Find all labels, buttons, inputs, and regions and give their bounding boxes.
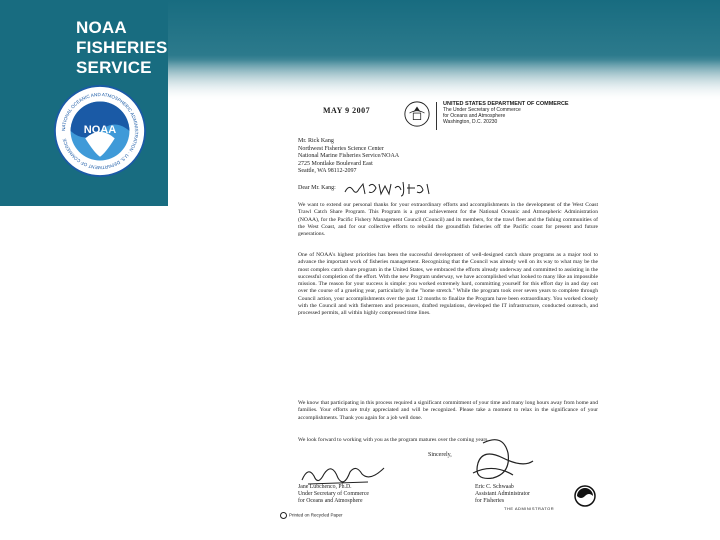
letter-paragraph: We want to extend our personal thanks for your extraordinary efforts and accomplishments in the development of the West Coast Trawl Catch Share Program. This Program is a great achievement for the National Oceanic and Atmospheric Administration (NOAA), for the Pacific Fishery Management Council (Council) and its members, for the trawl fleet and the fishing communities of the West Coast, and for our collective efforts to rebuild the groundfish fisheries off the Pacific coast for present and future generations. (298, 202, 598, 238)
signer-right (475, 484, 530, 506)
letterhead (443, 101, 569, 125)
recipient-street: 2725 Montlake Boulevard East (298, 160, 373, 167)
recipient-agency: National Marine Fisheries Service/NOAA (298, 153, 400, 159)
letterhead-divider (436, 102, 437, 130)
closing: Sincerely, (428, 452, 452, 458)
seal-ring-text: NATIONAL OCEANIC AND ATMOSPHERIC ADMINISTRATION · U.S. DEPARTMENT OF COMMERCE (61, 92, 139, 170)
noaa-seal-icon (54, 85, 146, 177)
brand-title-line-2: FISHERIES (76, 38, 168, 57)
footer-text: THE ADMINISTRATOR (504, 506, 555, 511)
letter-paragraph: We look forward to working with you as the program matures over the coming years. (298, 437, 489, 443)
commerce-eagle-icon (403, 100, 431, 128)
recycle-icon (280, 512, 287, 519)
letter-document (268, 100, 608, 530)
letter-paragraph: One of NOAA's highest priorities has been the successful development of well-designed catch share programs as a major tool to advance the important work of fisheries management. Recognizing that the Council was already well on its way to what may be the most complex catch share program in the United States, we embraced the efforts already underway and committed to assisting in the successful completion of the effort. With the new Program underway, we have accomplished what looked to many like an impossible mission. The reason for your success is simple: you worked extremely hard, committing yourself for this effort day in and day out over the course of a grueling year, particularly in the "home stretch." While the program took over seven years to complete through Council action, your accomplishments over the past 12 months to finalize the Program have been extraordinary. You worked closely with the Council and with fishermen and processors, drafted regulations, developed the IT infrastructure, conducted outreach, and processed permits, all within highly compressed time lines. (298, 252, 598, 317)
signer-left (298, 484, 369, 506)
letterhead-line-1: UNITED STATES DEPARTMENT OF COMMERCE (443, 101, 569, 107)
signer-left-title-1: Under Secretary of Commerce (298, 491, 369, 498)
header-fade (168, 60, 720, 100)
recycled-paper-text: Printed on Recycled Paper (289, 512, 343, 518)
salutation: Dear Mr. Kang: (298, 185, 336, 191)
handwritten-salutation (343, 180, 433, 198)
signer-right-name: Eric C. Schwaab (475, 484, 514, 490)
signer-right-title-2: for Fisheries (475, 498, 505, 505)
brand-title-line-3: SERVICE (76, 58, 152, 77)
signer-right-title-1: Assistant Administrator (475, 491, 530, 498)
letterhead-line-2: The Under Secretary of Commerce (443, 107, 521, 113)
recipient-org: Northwest Fisheries Science Center (298, 145, 384, 152)
noaa-footer-emblem-icon (574, 485, 596, 507)
signer-left-title-2: for Oceans and Atmosphere (298, 498, 363, 505)
letterhead-line-4: Washington, D.C. 20230 (443, 119, 498, 125)
recycled-paper-note (280, 512, 343, 519)
brand-title-line-1: NOAA (76, 18, 127, 37)
letter-paragraph: We know that participating in this process required a significant commitment of your time and many long hours away from home and families. Your efforts are truly appreciated and will be recognized. Please take a moment to relax in the significance of your accomplishments. Thank you again for a job well done. (298, 400, 598, 421)
recipient-city: Seattle, WA 98112-2097 (298, 168, 357, 174)
signer-left-name: Jane Lubchenco, Ph.D. (298, 484, 352, 490)
recipient-address (298, 138, 399, 176)
seal-center-text: NOAA (83, 123, 117, 136)
letterhead-line-3: for Oceans and Atmosphere (443, 113, 506, 119)
recipient-name: Mr. Rick Kang (298, 138, 334, 144)
letter-date: MAY 9 2007 (323, 106, 371, 115)
